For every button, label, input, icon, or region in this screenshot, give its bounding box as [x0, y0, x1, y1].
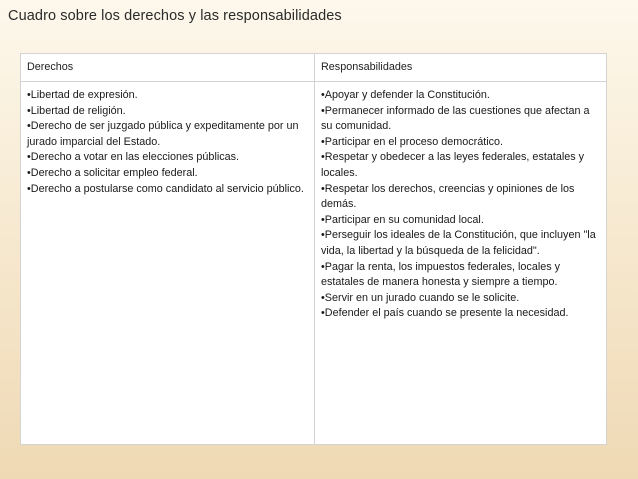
derecho-item: •Derecho de ser juzgado pública y expeditamente por un jurado imparcial del Estado.: [27, 120, 299, 148]
responsabilidad-item: •Permanecer informado de las cuestiones que afectan a su comunidad.: [321, 104, 590, 133]
derecho-item: •Derecho a solicitar empleo federal.: [27, 166, 198, 179]
responsabilidad-item: •Respetar los derechos, creencias y opiniones de los demás.: [321, 182, 575, 211]
slide-title: Cuadro sobre los derechos y las responsabilidades: [8, 8, 342, 24]
responsabilidad-item: •Pagar la renta, los impuestos federales, locales y estatales de manera honesta y siempre a tiempo.: [321, 260, 561, 289]
derecho-item: •Derecho a postularse como candidato al servicio público.: [27, 182, 304, 195]
responsabilidad-item: •Perseguir los ideales de la Constitución, que incluyen "la vida, la libertad y la búsqueda de la felicidad".: [321, 229, 596, 257]
responsabilidades-cell: [315, 82, 606, 444]
header-derechos: Derechos: [21, 54, 315, 82]
derechos-cell: [21, 82, 315, 444]
responsabilidad-item: •Defender el país cuando se presente la necesidad.: [321, 307, 569, 320]
derecho-item: •Libertad de expresión.: [27, 89, 138, 101]
responsabilidad-item: •Respetar y obedecer a las leyes federales, estatales y locales.: [321, 151, 585, 179]
responsabilidad-item: •Apoyar y defender la Constitución.: [321, 89, 490, 101]
responsabilidad-item: •Servir en un jurado cuando se le solicite.: [321, 291, 520, 304]
rights-responsibilities-table: [20, 53, 607, 445]
derecho-item: •Libertad de religión.: [27, 104, 126, 117]
responsabilidad-item: •Participar en su comunidad local.: [321, 213, 484, 226]
header-responsabilidades: Responsabilidades: [315, 54, 606, 82]
responsabilidad-item: •Participar en el proceso democrático.: [321, 135, 504, 148]
derecho-item: •Derecho a votar en las elecciones públicas.: [27, 151, 240, 164]
